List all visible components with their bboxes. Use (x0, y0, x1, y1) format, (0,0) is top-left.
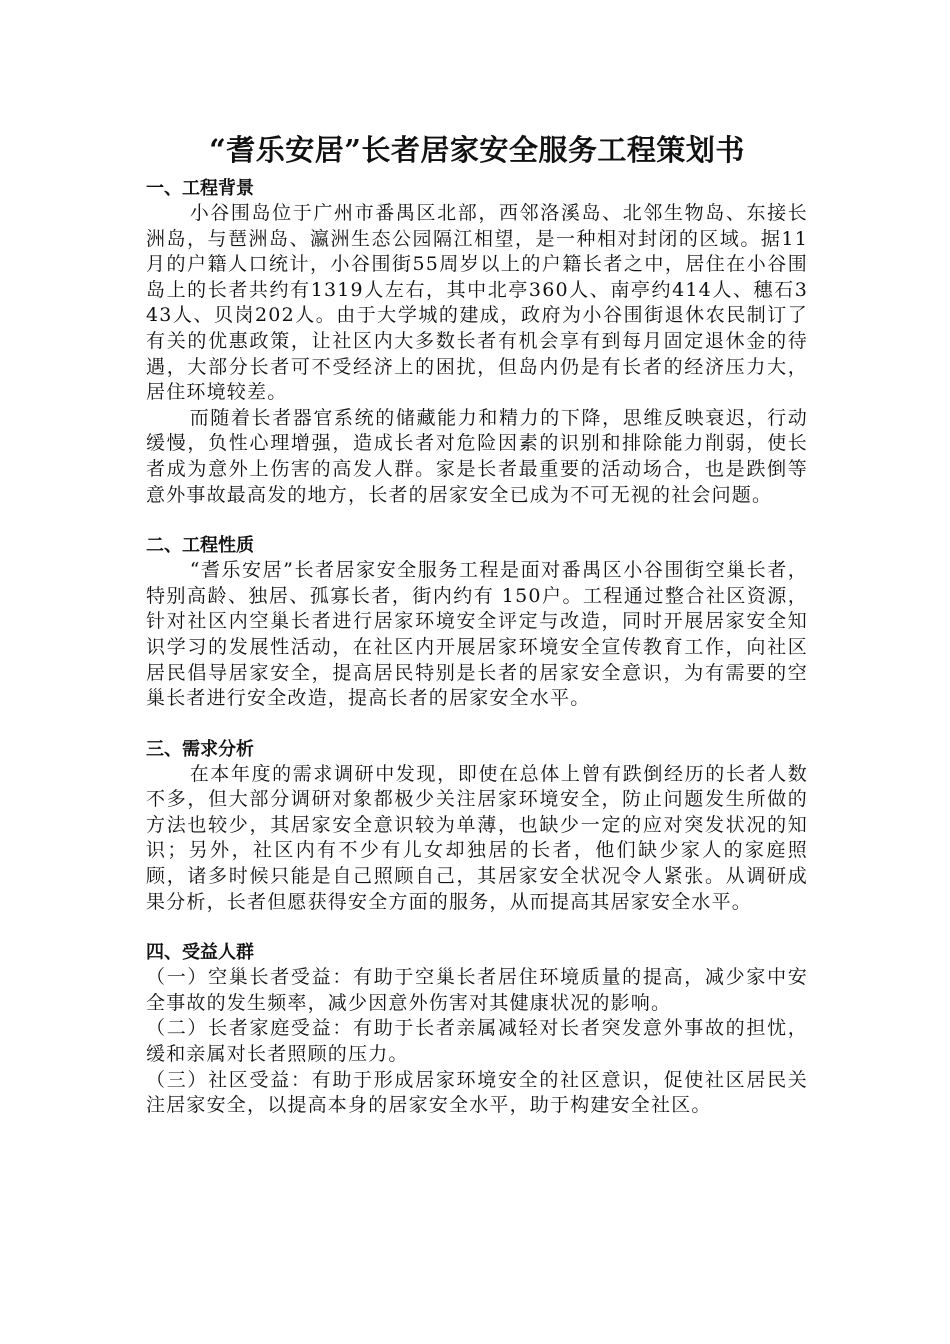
list-item: （三）社区受益：有助于形成居家环境安全的社区意识，促使社区居民关注居家安全，以提高本身的居家安全水平，助于构建安全社区。 (146, 1068, 808, 1117)
section-needs-analysis (146, 737, 808, 916)
section-heading: 一、工程背景 (146, 178, 254, 199)
section-heading: 二、工程性质 (146, 535, 254, 557)
section-nature (146, 533, 808, 712)
paragraph: “耆乐安居”长者居家安全服务工程是面对番禺区小谷围街空巢长者，特别高龄、独居、孤寡长者，街内约有 150户。工程通过整合社区资源，针对社区内空巢长者进行居家环境安全评定与改造，同时开展居家安全知识学习的发展性活动，在社区内开展居家环境安全宣传教育工作，向社区居民倡导居家安全，提高居民特别是长者的居家安全意识，为有需要的空巢长者进行安全改造，提高长者的居家安全水平。 (146, 559, 808, 710)
list-item: （一）空巢长者受益：有助于空巢长者居住环境质量的提高，减少家中安全事故的发生频率，减少因意外伤害对其健康状况的影响。 (146, 966, 808, 1014)
paragraph: 而随着长者器官系统的储藏能力和精力的下降，思维反映衰迟，行动缓慢，负性心理增强，造成长者对危险因素的识别和排除能力削弱，使长者成为意外上伤害的高发人群。家是长者最重要的活动场合，也是跌倒等意外事故最高发的地方，长者的居家安全已成为不可无视的社会问题。 (146, 406, 808, 506)
section-beneficiaries (146, 940, 808, 1119)
section-background (146, 176, 808, 508)
section-heading: 三、需求分析 (146, 738, 254, 760)
document-page (146, 128, 808, 1144)
section-heading: 四、受益人群 (146, 942, 254, 964)
paragraph: 在本年度的需求调研中发现，即使在总体上曾有跌倒经历的长者人数不多，但大部分调研对象都极少关注居家环境安全，防止问题发生所做的方法也较少，其居家安全意识较为单薄，也缺少一定的应对突发状况的知识；另外，社区内有不少有儿女却独居的长者，他们缺少家人的家庭照顾，诸多时候只能是自己照顾自己，其居家安全状况令人紧张。从调研成果分析，长者但愿获得安全方面的服务，从而提高其居家安全水平。 (146, 762, 808, 913)
paragraph: 小谷围岛位于广州市番禺区北部，西邻洛溪岛、北邻生物岛、东接长洲岛，与琶洲岛、瀛洲生态公园隔江相望，是一种相对封闭的区域。据11月的户籍人口统计，小谷围街55周岁以上的户籍长者之中，居住在小谷围岛上的长者共约有1319人左右，其中北亭360人、南亭约414人、穗石343人、贝岗202人。由于大学城的建成，政府为小谷围街退休农民制订了有关的优惠政策，让社区内大多数长者有机会享有到每月固定退休金的待遇，大部分长者可不受经济上的困扰，但岛内仍是有长者的经济压力大，居住环境较差。 (146, 202, 808, 404)
list-item: （二）长者家庭受益：有助于长者亲属减轻对长者突发意外事故的担忧，缓和亲属对长者照顾的压力。 (146, 1017, 808, 1066)
document-title: “耆乐安居”长者居家安全服务工程策划书 (209, 133, 745, 167)
